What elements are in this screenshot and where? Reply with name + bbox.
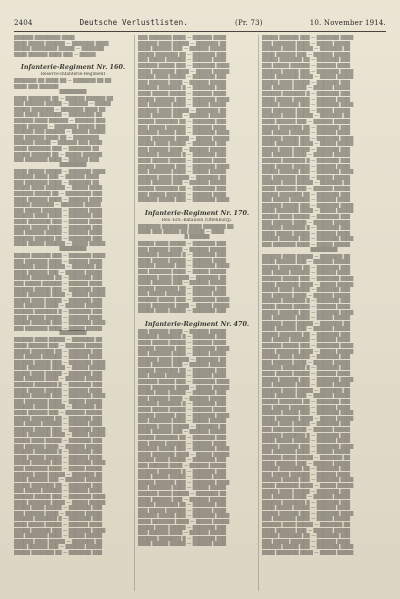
text-line: ▒▒▒ ▒▒▒▒▒ ▒▒▒▒▒▒ — ▒▒▒▒▒▒ ▒▒▒▒ <box>138 57 227 63</box>
text-line: ▒▒▒ ▒▒▒▒▒▒▒ ▒▒▒▒ — ▒▒▒▒▒▒ ▒▒▒▒ <box>138 35 227 40</box>
text-line: ▒▒▒▒ ▒▒▒▒▒▒ ▒▒▒ — ▒▒▒▒▒▒ ▒▒▒▒▒ <box>138 429 227 435</box>
text-line: ▒▒▒▒ ▒▒▒ ▒▒▒▒▒▒ <box>14 83 59 89</box>
text-line: ▒▒▒ ▒▒▒▒▒▒ ▒▒▒▒ — ▒▒▒▒▒▒ ▒▒▒▒▒ <box>262 219 351 225</box>
text-line: ▒▒▒ ▒▒▒▒▒▒ ▒▒▒▒ — ▒▒▒▒▒▒ ▒▒▒▒▒ <box>138 146 227 152</box>
text-line: ▒▒▒ ▒▒▒▒▒▒ ▒▒▒▒ — ▒▒▒▒▒▒ ▒▒▒▒▒ <box>14 443 103 449</box>
text-line: ▒▒▒ ▒▒▒▒▒▒▒ ▒▒▒▒ — ▒▒▒▒▒ ▒▒▒▒▒ <box>262 40 351 46</box>
text-line: ▒▒▒ ▒▒▒▒▒ ▒▒▒▒▒▒ — ▒▒▒▒▒▒ ▒▒▒▒ <box>262 404 351 410</box>
issue-date: 10. November 1914. <box>309 19 386 27</box>
text-line: ▒▒▒ ▒▒▒▒▒▒▒ ▒▒▒▒ — ▒▒▒▒▒ ▒▒▒▒▒ <box>14 533 103 539</box>
text-line: ▒▒▒▒ ▒▒▒▒▒▒ ▒▒▒ — ▒▒▒▒▒▒ ▒▒▒▒▒ <box>262 186 351 192</box>
section-subheading: Reserve-Infanterie-Regiment <box>40 72 106 78</box>
text-line: ▒▒▒▒ ▒▒▒▒▒ ▒▒▒▒▒▒ — ▒▒▒▒▒▒▒ ▒▒▒▒ <box>14 40 109 46</box>
text-line: ▒▒▒ ▒▒▒▒▒▒▒ ▒▒▒▒ — ▒▒▒▒▒▒ ▒▒▒▒ <box>14 258 103 264</box>
text-line: ▒▒▒▒▒▒ ▒▒▒▒ ▒▒▒▒▒ — ▒▒▒▒▒▒▒ ▒▒ <box>138 490 227 496</box>
text-line: ▒▒▒▒▒▒ ▒▒▒▒▒ ▒▒▒ — ▒▒▒▒▒▒▒ ▒▒▒▒ <box>262 202 354 208</box>
text-line: ▒▒▒▒▒▒ ▒▒▒▒▒ ▒▒▒ — ▒▒▒▒▒▒▒ ▒▒▒▒ <box>138 130 230 136</box>
text-line: ▒▒▒▒▒ ▒▒▒▒▒▒ ▒▒▒ — ▒▒▒▒▒▒▒ ▒▒▒▒ <box>262 443 354 449</box>
text-line: ▒▒▒▒▒ ▒▒▒▒▒▒ ▒▒▒ — ▒▒▒▒▒▒▒ ▒▒▒▒ <box>262 169 354 175</box>
section-heading: Infanterie-Regiment Nr. 160. <box>20 63 126 72</box>
company-heading: ▒ ▒▒▒▒▒▒ <box>184 235 210 240</box>
text-line: ▒▒▒▒ ▒▒▒▒▒▒▒ ▒▒▒▒ — ▒▒▒▒▒ ▒▒▒▒▒ <box>138 451 230 457</box>
text-line: ▒▒▒ ▒▒▒▒▒ ▒▒▒▒▒▒ — ▒▒▒▒▒▒ ▒▒▒▒ <box>262 337 351 343</box>
text-line: ▒▒▒▒▒▒ ▒▒▒▒▒▒▒ ▒ — ▒▒▒▒▒▒▒ ▒▒▒ <box>138 535 227 541</box>
text-line: ▒▒▒▒▒▒ ▒▒▒▒ ▒▒▒▒▒ — ▒▒▒▒▒▒▒ ▒▒ <box>138 40 227 46</box>
text-line: ▒▒▒▒▒▒ ▒▒▒▒▒ ▒▒▒ — ▒▒▒▒▒▒▒ ▒▒▒▒ <box>138 379 230 385</box>
company-heading: ▒▒▒▒▒▒▒▒ <box>59 89 87 95</box>
text-line: ▒▒▒▒▒ ▒▒▒▒ ▒▒▒▒▒ — ▒▒▒▒▒▒▒ ▒▒▒ <box>262 488 351 494</box>
text-line: ▒▒▒▒▒▒ ▒▒▒▒ ▒▒▒▒▒ — ▒▒▒▒▒▒▒ ▒▒ <box>262 522 351 528</box>
text-line: ▒▒▒ ▒▒▒▒▒ ▒▒▒▒▒▒ — ▒▒▒▒▒▒ ▒▒▒▒ <box>138 124 227 130</box>
text-line: ▒▒▒▒ ▒▒▒▒▒▒ ▒▒▒ — ▒▒▒▒▒▒ ▒▒▒▒▒ <box>138 180 227 186</box>
column-divider <box>134 35 135 591</box>
text-line: ▒▒▒▒ ▒▒▒▒▒▒▒ ▒▒▒▒ — ▒▒▒▒▒ ▒▒▒▒▒ <box>138 68 230 74</box>
text-line: ▒▒▒ ▒▒▒▒▒▒▒ ▒▒▒▒ — ▒▒▒▒▒ ▒▒▒▒▒ <box>262 382 351 388</box>
text-column-left <box>14 35 132 593</box>
text-line: ▒▒▒▒▒▒ ▒▒▒▒▒▒▒ ▒ — ▒▒▒▒▒▒▒ ▒▒▒ <box>262 365 351 371</box>
text-line: ▒▒▒▒▒ ▒▒▒▒▒▒ ▒▒▒ — ▒▒▒▒▒▒▒ ▒▒▒▒ <box>262 309 354 315</box>
text-line: ▒▒▒▒▒ ▒▒▒▒▒▒▒ ▒▒ — ▒▒▒▒▒▒▒ ▒▒▒ <box>14 549 103 555</box>
text-line: ▒▒▒▒▒ ▒▒▒▒▒▒▒ ▒▒ — ▒▒▒▒▒▒▒ ▒▒▒ <box>262 466 351 472</box>
text-line: ▒▒▒▒▒ ▒▒▒▒ ▒▒▒▒▒ — ▒▒▒▒▒▒▒ ▒▒▒ <box>138 141 227 147</box>
text-line: ▒▒▒▒▒▒ ▒▒▒ ▒▒▒▒▒▒ — ▒▒▒▒▒ ▒▒▒▒▒ <box>14 129 106 135</box>
text-line: ▒▒▒▒ ▒▒▒ ▒▒▒▒▒ ▒▒ ▒▒▒▒▒ — ▒▒▒▒ <box>138 229 225 235</box>
text-line: ▒▒▒▒ ▒▒▒▒▒▒▒ ▒▒ — ▒▒▒▒▒▒ ▒▒▒▒▒▒ ▒▒ <box>14 95 114 101</box>
text-line: ▒▒▒▒ ▒▒▒▒▒ ▒▒▒▒▒ — ▒▒▒▒▒▒ ▒▒▒▒ <box>138 339 227 345</box>
text-line: ▒▒▒▒▒▒ ▒▒▒▒▒ ▒▒▒ — ▒▒▒▒▒▒▒ ▒▒▒▒ <box>138 513 230 519</box>
text-line: ▒▒▒▒▒ ▒▒▒▒▒▒ ▒▒▒ — ▒▒▒▒▒▒▒ ▒▒▒▒ <box>138 479 230 485</box>
text-line: ▒▒▒▒ ▒▒▒▒▒▒▒ ▒▒▒▒ — ▒▒▒▒▒ ▒▒▒▒▒ <box>262 550 354 556</box>
text-line: ▒▒▒▒ ▒▒▒▒▒ ▒▒▒▒▒ — ▒▒▒▒▒▒ ▒▒▒▒ <box>262 505 351 511</box>
text-line: ▒▒▒▒▒ ▒▒▒▒▒▒▒ ▒▒ — ▒▒▒▒▒▒▒ ▒▒▒ <box>262 331 351 337</box>
text-line: ▒▒▒▒▒▒ ▒▒▒▒ ▒▒▒▒▒ — ▒▒▒▒▒▒▒ ▒▒ <box>14 337 103 343</box>
text-line: ▒▒▒ ▒▒▒▒▒▒ ▒▒▒▒ — ▒▒▒▒▒▒ ▒▒▒▒▒ <box>14 376 103 382</box>
text-line: ▒▒▒▒▒▒ ▒▒▒▒▒ ▒▒ — ▒▒▒▒▒▒▒▒ ▒▒▒ <box>14 191 103 197</box>
text-line: ▒▒▒ ▒▒▒▒▒▒ ▒▒▒▒ — ▒▒▒▒▒▒ ▒▒▒▒▒ <box>138 246 227 252</box>
text-line: ▒▒▒▒ ▒▒▒▒▒ ▒▒▒▒▒ — ▒▒▒▒▒▒ ▒▒▒▒ <box>138 541 227 547</box>
text-line: ▒▒▒▒ ▒▒▒▒▒▒ ▒▒▒ — ▒▒▒▒▒▒ ▒▒▒▒▒ <box>262 118 351 124</box>
text-line: ▒▒▒▒ ▒▒▒▒▒▒ ▒▒▒ — ▒▒▒▒▒▒ ▒▒▒▒▒ <box>14 544 103 550</box>
text-line: ▒▒▒▒ ▒▒▒▒▒▒ ▒▒▒ — ▒▒▒▒▒▒ ▒▒▒▒▒ <box>138 362 227 368</box>
text-line: ▒▒▒▒▒▒ ▒▒▒▒ ▒▒▒▒▒ — ▒▒▒▒▒▒▒ ▒▒ <box>138 107 227 113</box>
text-line: ▒▒▒▒▒ ▒▒▒▒▒▒▒ — ▒▒▒▒▒▒▒ ▒▒▒▒▒ <box>14 202 101 208</box>
text-line: ▒▒▒▒▒ ▒▒▒▒ ▒▒▒▒▒ — ▒▒▒▒▒▒▒ ▒▒▒ <box>262 79 351 85</box>
text-line: ▒▒▒▒ ▒▒▒▒▒ ▒▒▒▒▒ — ▒▒▒▒▒▒ ▒▒▒▒ <box>262 96 351 102</box>
text-line: ▒▒▒▒▒ ▒▒▒▒▒▒▒ ▒▒ — ▒▒▒▒▒▒▒ ▒▒▒ <box>138 367 227 373</box>
text-line: ▒▒▒▒ ▒▒▒▒▒ ▒▒▒▒▒ — ▒▒▒▒▒▒ ▒▒▒▒ <box>14 387 103 393</box>
text-line: ▒▒▒▒▒▒ ▒▒▒▒▒▒ ▒▒ — ▒▒▒▒▒▒▒ ▒▒▒ <box>14 235 103 241</box>
text-line: ▒▒▒▒▒▒ ▒▒▒▒▒ ▒▒▒ — ▒▒▒▒▒▒▒ ▒▒▒▒ <box>262 477 354 483</box>
text-line: ▒▒▒ ▒▒▒▒▒▒ ▒▒▒▒▒ — ▒▒▒▒▒▒ ▒▒▒▒ <box>14 230 103 236</box>
text-line: ▒▒▒▒▒ ▒▒▒▒▒▒▒ ▒▒ — ▒▒▒▒▒▒▒ ▒▒▒ <box>262 124 351 130</box>
text-line: ▒▒▒ ▒▒▒▒▒▒▒ ▒▒▒▒ — ▒▒▒▒▒ ▒▒▒▒▒ <box>262 107 351 113</box>
text-line: ▒▒▒▒▒ ▒▒▒▒▒▒▒ ▒▒ — ▒▒▒▒▒▒▒ ▒▒▒ <box>262 57 351 63</box>
company-heading: ▒▒▒▒▒▒▒▒ <box>310 247 338 253</box>
text-line: ▒▒▒▒▒ ▒▒▒▒▒▒▒ ▒▒ — ▒▒▒▒▒▒▒ ▒▒▒ <box>262 533 351 539</box>
text-line: ▒▒▒▒▒ ▒▒▒▒▒▒ ▒▒▒ — ▒▒▒▒▒▒▒ ▒▒▒▒ <box>262 236 354 242</box>
text-line: ▒▒▒ ▒▒▒▒▒▒▒ ▒▒▒▒ — ▒▒▒▒▒ ▒▒▒▒▒ <box>138 351 227 357</box>
text-line: ▒▒▒ ▒▒▒▒▒▒▒ ▒▒▒▒ — ▒▒▒▒▒ ▒▒▒▒▒ <box>138 418 227 424</box>
text-line: ▒▒▒▒▒ ▒▒▒▒ ▒▒▒▒▒ — ▒▒▒▒▒▒▒ ▒▒▒ <box>138 457 227 463</box>
section-subheading: Res.-Ers.-Bataillon (Offenburg). <box>161 217 233 223</box>
text-line: ▒▒▒ ▒▒▒▒▒ ▒▒▒▒▒▒ — ▒▒▒▒▒▒ ▒▒▒▒ <box>262 197 351 203</box>
text-line: ▒▒▒▒ ▒▒▒▒▒▒▒ ▒▒▒▒ — ▒▒▒▒▒ ▒▒▒▒▒ <box>262 348 354 354</box>
text-line: ▒▒▒▒▒▒ ▒▒▒▒ ▒▒▒▒▒ — ▒▒▒▒▒▒▒ ▒▒ <box>138 274 227 280</box>
text-line: ▒▒▒▒▒ ▒▒▒▒ ▒▒▒▒▒ — ▒▒▒▒▒▒▒ ▒▒▒ <box>14 297 103 303</box>
text-line: ▒▒▒▒▒▒ ▒▒▒▒ ▒▒▒▒▒ — ▒▒▒▒▒▒▒ ▒▒ <box>14 264 103 270</box>
text-line: ▒▒▒ ▒▒▒▒▒▒▒ ▒▒▒▒ — ▒▒▒▒▒ ▒▒▒▒▒ <box>14 398 103 404</box>
text-line: ▒▒▒▒▒ ▒▒▒▒▒▒ ▒▒▒ — ▒▒▒▒▒▒▒ ▒▒▒▒ <box>138 263 230 269</box>
text-line: ▒▒▒▒▒▒ ▒▒▒▒ ▒▒▒▒ — ▒▒▒▒▒▒▒ ▒▒▒ <box>14 213 103 219</box>
text-line: ▒▒▒ ▒▒▒▒▒▒▒ ▒▒▒▒ — ▒▒▒▒▒ ▒▒▒▒▒ <box>14 465 103 471</box>
text-line: ▒▒▒▒▒▒ ▒▒▒▒▒▒▒ ▒ — ▒▒▒▒▒▒▒ ▒▒▒ <box>14 308 103 314</box>
section-heading: Infanterie-Regiment Nr. 470. <box>144 319 250 328</box>
company-heading: ▒▒▒▒▒▒▒▒ <box>59 247 87 252</box>
text-line: ▒▒▒▒ ▒▒▒▒▒▒▒ ▒▒▒▒ — ▒▒▒▒▒ ▒▒▒▒▒ <box>14 365 106 371</box>
text-line: ▒▒▒ ▒▒▒▒▒▒▒ ▒▒▒▒ — ▒▒▒▒▒ ▒▒▒▒▒ <box>262 449 351 455</box>
text-line: ▒▒▒▒▒ ▒▒▒▒ ▒▒▒▒▒ — ▒▒▒▒▒▒▒ ▒▒▒ <box>262 214 351 219</box>
text-line: ▒▒▒▒▒ ▒▒▒▒▒▒ ▒▒▒ — ▒▒▒▒▒▒▒ ▒▒▒▒ <box>14 393 106 399</box>
text-line: ▒▒▒ ▒▒▒▒▒▒ ▒▒▒▒ — ▒▒▒▒▒▒ ▒▒▒▒▒ <box>138 79 227 85</box>
text-line: ▒▒▒ ▒▒▒▒▒ ▒▒▒▒▒▒ — ▒▒▒▒▒▒ ▒▒▒▒ <box>14 421 103 427</box>
text-line: ▒▒▒▒ ▒▒▒▒▒▒▒ ▒▒▒▒ — ▒▒▒▒▒ ▒▒▒▒▒ <box>262 208 354 214</box>
text-line: ▒▒▒ ▒▒▒▒▒ ▒▒▒▒▒▒ — ▒▒▒▒▒▒ ▒▒▒▒ <box>138 291 227 297</box>
text-line: ▒▒▒▒▒ ▒▒▒▒ ▒▒▒▒▒ — ▒▒▒▒▒▒▒ ▒▒▒ <box>262 421 351 427</box>
text-line: ▒▒▒ ▒▒▒▒▒ ▒▒▒▒▒▒ — ▒▒▒▒▒▒ ▒▒▒▒ <box>262 538 351 544</box>
text-line: ▒▒▒▒ ▒▒▒▒▒ ▒▒▒▒▒ — ▒▒▒▒▒▒ ▒▒▒▒ <box>138 407 227 413</box>
text-line: ▒▒▒ ▒▒▒▒▒▒▒ ▒▒▒▒ — ▒▒▒▒▒ ▒▒▒▒▒ <box>262 516 351 522</box>
text-line: ▒▒▒▒▒ ▒▒▒▒▒▒▒ ▒▒ — ▒▒▒▒▒▒▒ ▒▒▒ <box>262 191 351 197</box>
text-line: ▒▒▒ ▒▒▒▒▒▒ ▒▒▒▒ — ▒▒▒▒▒▒ ▒▒▒▒▒ <box>14 303 103 309</box>
text-line: ▒▒▒▒ ▒▒▒▒▒▒▒ ▒▒▒▒ — ▒▒▒▒▒ ▒▒▒▒▒ <box>262 482 354 488</box>
text-line: ▒▒▒▒ ▒▒▒▒▒▒▒ ▒▒▒▒ — ▒▒▒▒▒ ▒▒▒▒▒ <box>262 74 354 80</box>
text-line: ▒▒▒▒ ▒▒▒▒▒ ▒▒▒▒▒ — ▒▒▒▒▒▒ ▒▒▒▒ <box>138 474 227 480</box>
text-line: ▒▒▒▒▒ ▒▒▒▒▒▒▒ ▒▒ — ▒▒▒▒▒▒▒ ▒▒▒ <box>262 399 351 404</box>
text-line: ▒▒▒▒ ▒▒▒▒▒▒▒ ▒▒▒▒ — ▒▒▒▒▒ ▒▒▒▒▒ <box>138 135 230 141</box>
text-line: ▒▒▒▒▒▒ ▒▒▒▒▒▒▒▒ ▒▒▒▒ <box>14 35 75 40</box>
text-line: ▒▒▒ ▒▒▒▒▒ ▒▒▒▒▒▒ — ▒▒▒▒▒▒ ▒▒▒▒ <box>14 488 103 494</box>
text-line: ▒▒▒▒▒▒ ▒▒▒▒ ▒▒▒▒▒ — ▒▒▒▒▒▒▒ ▒▒ <box>14 538 103 544</box>
text-line: ▒▒▒▒▒▒ ▒▒▒▒▒ ▒▒▒ — ▒▒▒▒▒▒▒ ▒▒▒▒ <box>14 493 106 499</box>
text-line: ▒▒▒▒▒ ▒▒▒▒ ▒▒▒▒▒ — ▒▒▒▒▒▒▒ ▒▒▒ <box>262 354 351 360</box>
text-line: ▒▒▒▒ ▒▒▒▒▒ ▒▒▒▒▒ — ▒▒▒▒▒▒▒ ▒▒▒▒ <box>14 168 106 174</box>
text-line: ▒▒▒▒ ▒▒▒▒▒▒▒ ▒▒▒▒ — ▒▒▒▒▒ ▒▒▒▒▒ <box>138 518 230 524</box>
text-line: ▒▒▒▒▒▒ ▒▒▒▒▒ ▒▒▒ — ▒▒▒▒▒▒▒ ▒▒▒▒ <box>262 544 354 550</box>
text-line: ▒▒▒▒▒ ▒▒▒▒▒▒▒ ▒▒ — ▒▒▒▒▒▒▒ ▒▒▒ <box>14 482 103 488</box>
text-line: ▒▒▒ ▒▒▒▒▒ ▒▒▒▒▒▒ — ▒▒▒▒▒▒ ▒▒▒▒ <box>262 270 351 276</box>
page-number: 2404 <box>14 19 33 27</box>
text-line: ▒▒▒▒ ▒▒▒▒▒▒ ▒▒▒▒ ▒▒▒ — ▒▒▒▒▒ <box>14 51 96 57</box>
text-line: ▒▒▒▒ ▒▒▒▒▒▒ ▒▒▒ — ▒▒▒▒▒▒ ▒▒▒▒▒ <box>262 259 351 265</box>
text-line: ▒▒▒▒▒ ▒▒▒▒ ▒▒▒▒▒▒ — ▒▒▒▒▒ ▒▒▒▒ <box>14 185 103 191</box>
text-line: ▒▒▒ ▒▒▒▒▒▒ ▒▒▒▒ — ▒▒▒▒▒▒ ▒▒▒▒▒ <box>262 85 351 91</box>
text-line: ▒▒▒▒▒▒ ▒▒▒▒▒ ▒▒▒ — ▒▒▒▒▒▒▒ ▒▒▒▒ <box>262 343 354 349</box>
text-line: ▒▒▒▒ ▒▒▒▒▒▒ ▒▒▒ — ▒▒▒▒▒▒ ▒▒▒▒▒ <box>138 113 227 119</box>
text-line: ▒▒▒ ▒▒▒▒▒▒ ▒▒▒▒ — ▒▒▒▒▒▒ ▒▒▒▒▒ <box>14 510 103 516</box>
page-header <box>14 18 386 30</box>
text-line: ▒▒▒▒ ▒▒▒▒▒▒ ▒▒▒ — ▒▒▒▒▒▒ ▒▒▒▒▒ <box>262 393 351 399</box>
publication-title: Deutsche Verlustlisten. <box>79 18 189 27</box>
text-line: ▒▒▒▒▒ ▒▒▒▒▒▒▒ ▒▒ — ▒▒▒▒▒▒▒ ▒▒▒ <box>138 285 227 291</box>
text-line: ▒▒▒▒▒▒ ▒▒▒▒▒ ▒▒▒ — ▒▒▒▒▒▒▒ ▒▒▒▒ <box>262 410 354 416</box>
text-line: ▒▒▒▒▒ ▒▒▒▒▒▒ ▒▒▒ — ▒▒▒▒▒▒▒ ▒▒▒▒ <box>138 163 230 169</box>
text-line: ▒▒▒▒ ▒▒▒▒▒ ▒▒▒▒▒ — ▒▒▒▒▒▒ ▒▒▒▒ <box>14 454 103 460</box>
text-line: ▒▒▒▒ ▒▒▒▒▒ ▒▒▒▒▒ — ▒▒▒▒▒▒ ▒▒▒▒ <box>262 163 351 169</box>
text-line: ▒▒▒▒ ▒▒▒▒▒▒ ▒▒▒ — ▒▒▒▒▒▒ ▒▒▒▒▒ <box>14 410 103 416</box>
text-column-middle <box>138 35 256 593</box>
text-line: ▒▒▒▒▒ ▒▒▒▒ ▒▒▒▒▒ — ▒▒▒▒▒▒▒ ▒▒▒ <box>262 287 351 293</box>
text-line: ▒▒▒▒▒ ▒▒▒▒ ▒▒▒▒▒ — ▒▒▒▒▒▒▒ ▒▒▒ <box>138 524 227 530</box>
text-line: ▒▒▒ ▒▒▒▒▒ ▒▒▒▒▒▒ — ▒▒▒▒▒▒ ▒▒▒▒ <box>14 207 103 213</box>
text-line: ▒▒▒▒▒▒ ▒▒▒▒▒ ▒▒▒ — ▒▒▒▒▒▒▒ ▒▒▒▒ <box>138 446 230 452</box>
text-line: ▒▒▒▒ ▒▒▒▒▒ ▒▒▒▒▒ — ▒▒▒▒▒▒ ▒▒▒▒ <box>262 230 351 236</box>
text-line: ▒▒▒▒▒▒ ▒▒▒▒ ▒▒▒▒▒ — ▒▒▒▒▒▒▒ ▒▒ <box>262 180 351 186</box>
text-line: ▒▒▒ ▒▒▒▒▒▒▒ ▒▒▒▒ — ▒▒▒▒▒ ▒▒▒▒▒ <box>262 315 351 321</box>
text-line: ▒▒▒▒▒ ▒▒▒▒▒▒▒ ▒▒ — ▒▒▒▒▒▒▒ ▒▒▒ <box>138 186 227 192</box>
text-line: ▒▒▒▒ ▒▒▒▒▒▒▒ ▒▒▒▒ — ▒▒▒▒▒ ▒▒▒▒▒ <box>14 292 106 298</box>
text-line: ▒▒▒▒▒▒ ▒▒▒▒▒ ▒▒▒ — ▒▒▒▒▒▒▒ ▒▒▒▒ <box>138 62 230 68</box>
text-line: ▒▒▒▒▒ ▒▒▒▒ ▒▒▒▒▒ — ▒▒▒▒▒▒▒ ▒▒▒ <box>138 308 227 314</box>
text-line: ▒▒▒ ▒▒▒▒▒▒▒ ▒▒▒▒ — ▒▒▒▒▒▒▒ ▒▒ <box>14 179 99 185</box>
text-line: ▒▒▒▒▒▒ ▒▒▒▒▒ ▒▒▒ — ▒▒▒▒▒▒▒ ▒▒▒▒ <box>262 68 354 74</box>
text-line: ▒▒▒▒▒ ▒▒▒▒▒▒▒ ▒▒ — ▒▒▒▒▒▒▒ ▒▒▒ <box>14 275 103 281</box>
text-line: ▒▒▒▒▒▒ ▒▒▒▒▒▒▒ ▒ — ▒▒▒▒▒▒▒ ▒▒▒ <box>14 449 103 455</box>
text-line: ▒▒▒▒ ▒▒▒▒▒▒▒ ▒▒▒▒ — ▒▒▒▒▒ ▒▒▒▒▒ <box>262 281 354 287</box>
text-line: ▒▒▒▒ ▒▒▒▒▒▒ ▒▒▒ — ▒▒▒▒▒▒ ▒▒▒▒▒ <box>262 51 351 57</box>
text-line: ▒▒▒ ▒▒▒▒▒▒▒ ▒▒▒▒ — ▒▒▒▒▒ ▒▒▒▒▒ <box>138 268 227 274</box>
company-heading: ▒▒▒▒▒▒▒▒ <box>59 162 87 168</box>
text-line: ▒▒▒▒ ▒▒▒▒▒▒▒ ▒▒▒▒ — ▒▒▒▒▒ ▒▒▒▒▒ <box>262 415 354 421</box>
text-line: ▒▒▒▒ ▒▒▒▒▒ ▒▒▒▒▒ — ▒▒▒▒▒▒ ▒▒▒▒ <box>138 158 227 164</box>
text-line: ▒▒▒▒ ▒▒▒▒▒▒ ▒▒▒ — ▒▒▒▒▒▒ ▒▒▒▒▒ <box>138 496 227 502</box>
text-line: ▒▒▒▒▒ ▒▒▒▒▒▒ ▒▒▒ — ▒▒▒▒▒▒▒ ▒▒▒▒ <box>262 102 354 108</box>
text-line: ▒▒▒▒ ▒▒▒▒▒▒ ▒▒▒ — ▒▒▒▒▒▒ ▒▒▒▒▒ <box>138 280 227 286</box>
text-line: ▒▒▒▒ ▒▒▒▒▒▒▒ ▒▒▒ — ▒▒▒▒▒▒ ▒▒▒▒ <box>14 219 103 225</box>
text-line: ▒▒▒▒▒▒ ▒▒▒▒▒ ▒▒▒ — ▒▒▒▒▒▒▒ ▒▒▒▒ <box>14 286 106 292</box>
text-line: ▒▒▒ ▒▒▒▒▒▒ ▒▒▒▒ — ▒▒▒▒▒▒ ▒▒▒▒▒ <box>138 395 227 401</box>
text-line: ▒▒▒ ▒▒▒▒▒▒▒ ▒▒▒▒ — ▒▒▒▒▒ ▒▒▒▒▒ <box>262 241 351 247</box>
text-line: ▒▒▒▒▒▒ ▒▒▒▒ ▒▒▒▒▒ — ▒▒▒▒▒▒▒ ▒▒ <box>262 46 351 52</box>
text-line: ▒▒▒ ▒▒▒▒▒ ▒▒▒▒▒▒ — ▒▒▒▒▒▒ ▒▒▒▒ <box>14 280 103 286</box>
text-line: ▒▒▒ ▒▒▒▒▒▒▒ ▒▒▒▒ — ▒▒▒▒▒ ▒▒▒▒▒ <box>138 169 227 175</box>
text-line: ▒▒▒▒▒ ▒▒▒▒▒▒▒ ▒▒ — ▒▒▒▒▒▒▒ ▒▒▒ <box>14 348 103 354</box>
text-line: ▒▒▒▒▒▒ ▒▒▒▒ ▒▒▒▒▒▒ — ▒▒▒▒▒▒ ▒▒▒ <box>14 117 106 123</box>
text-line: ▒▒▒ ▒▒▒▒▒▒▒ ▒▒▒▒ — ▒▒▒▒▒ ▒▒▒▒▒ <box>138 485 227 491</box>
text-line: ▒▒▒▒▒▒ ▒▒▒▒▒▒▒ ▒ — ▒▒▒▒▒▒▒ ▒▒▒ <box>262 225 351 231</box>
text-line: ▒▒▒▒▒ ▒▒▒▒▒▒ ▒▒▒ — ▒▒▒▒▒▒▒ ▒▒▒▒ <box>138 412 230 418</box>
text-line: ▒▒▒▒▒ ▒▒▒▒▒▒ ▒▒▒ — ▒▒▒▒▒▒▒ ▒▒▒▒ <box>262 510 354 516</box>
text-line: ▒▒▒▒ ▒▒▒▒▒ ▒▒▒▒▒ — ▒▒▒▒▒▒ ▒▒▒▒ <box>138 90 227 96</box>
text-line: ▒▒▒ ▒▒▒▒▒▒▒ ▒▒▒▒ — ▒▒▒▒▒▒ ▒▒▒ <box>14 157 99 163</box>
text-line: ▒▒▒▒▒▒ ▒▒▒▒▒▒▒ ▒ — ▒▒▒▒▒▒▒ ▒▒▒ <box>138 152 227 158</box>
text-line: ▒▒▒▒ ▒▒▒▒▒ ▒▒▒▒▒ — ▒▒▒▒▒▒ ▒▒▒▒ <box>138 257 227 263</box>
text-line: ▒▒▒▒▒▒ ▒▒▒▒▒ ▒▒▒ — ▒▒▒▒▒▒▒ ▒▒▒▒ <box>262 135 354 141</box>
column-divider <box>258 35 259 591</box>
text-line: ▒▒▒▒ ▒▒▒▒▒ ▒▒▒▒▒ — ▒▒▒▒▒▒ ▒▒▒▒ <box>14 314 103 320</box>
text-line: ▒▒▒▒▒ ▒▒▒▒ ▒▒▒▒▒ — ▒▒▒▒▒▒▒ ▒▒▒ <box>138 390 227 396</box>
text-line: ▒▒▒▒▒▒ ▒▒▒▒▒ ▒▒▒ — ▒▒▒▒▒▒▒ ▒▒▒▒ <box>262 275 354 281</box>
text-line: ▒▒▒ ▒▒▒▒▒ ▒▒▒▒▒▒ — ▒▒▒▒▒▒ ▒▒▒▒ <box>138 191 227 197</box>
text-line: ▒▒▒▒▒▒ ▒▒▒▒ ▒▒▒ — ▒▒▒▒▒▒ ▒▒▒▒ <box>14 174 99 180</box>
text-line: ▒▒▒▒▒▒▒ ▒▒ ▒▒▒▒ ▒▒ — ▒▒▒▒▒▒▒ ▒▒ ▒▒ <box>14 78 112 84</box>
issue-number: (Pr. 73) <box>235 19 263 27</box>
text-line: ▒▒▒▒▒ ▒▒▒▒▒▒▒ ▒▒ — ▒▒▒▒▒▒▒ ▒▒▒ <box>138 435 227 440</box>
text-line: ▒▒▒▒▒ ▒▒▒▒ ▒▒▒▒▒ — ▒▒▒▒▒▒▒ ▒▒▒ <box>14 438 103 443</box>
text-line: ▒▒▒ ▒▒▒▒▒ ▒▒▒▒▒▒ — ▒▒▒▒▒▒ ▒▒▒▒ <box>14 354 103 360</box>
text-line: ▒▒▒▒▒ ▒▒▒▒▒▒▒ ▒▒ — ▒▒▒▒▒▒▒ ▒▒▒ <box>138 118 227 124</box>
text-line: ▒▒▒▒▒▒ ▒▒▒▒▒ ▒▒▒ — ▒▒▒▒▒▒▒ ▒▒▒▒ <box>138 296 230 302</box>
text-line: ▒▒▒▒▒ ▒▒▒▒▒▒ ▒▒▒ — ▒▒▒▒▒▒▒ ▒▒▒▒ <box>14 320 106 326</box>
text-line: ▒▒▒ ▒▒▒▒▒▒▒ ▒▒▒▒ — ▒▒▒▒▒ ▒▒▒▒▒ <box>138 102 227 108</box>
text-line: ▒▒▒▒ ▒▒▒▒▒▒ ▒▒▒ — ▒▒▒▒▒▒ ▒▒▒▒▒ <box>14 342 103 348</box>
text-line: ▒▒▒▒▒▒ ▒▒▒▒ ▒▒▒▒▒ — ▒▒▒▒▒▒▒ ▒▒ <box>262 320 351 326</box>
text-line: ▒▒▒▒ ▒▒▒▒▒▒ ▒▒▒ — ▒▒▒▒▒▒ ▒▒▒▒▒ <box>14 477 103 483</box>
text-line: ▒▒▒▒▒ ▒▒▒▒▒▒ ▒▒▒ — ▒▒▒▒▒▒▒ ▒▒▒▒ <box>14 253 106 258</box>
section-heading: Infanterie-Regiment Nr. 170. <box>144 208 250 217</box>
text-line: ▒▒▒▒▒ ▒▒▒▒ ▒▒▒▒▒ — ▒▒▒▒▒▒▒ ▒▒▒ <box>14 505 103 511</box>
text-line: ▒▒▒▒▒▒ ▒▒▒▒▒▒▒ ▒ — ▒▒▒▒▒▒▒ ▒▒▒ <box>262 90 351 96</box>
text-line: ▒▒▒▒ ▒▒▒▒▒▒▒ ▒▒▒ — ▒▒▒▒▒▒▒ ▒▒ <box>14 145 99 151</box>
text-line: ▒▒▒ ▒▒▒▒▒ ▒▒▒▒▒▒ — ▒▒▒▒▒▒ ▒▒▒▒ <box>138 507 227 513</box>
text-line: ▒▒▒▒ ▒▒▒▒▒▒▒ ▒▒▒▒ — ▒▒▒▒▒ ▒▒▒▒▒ <box>14 432 106 438</box>
text-line: ▒▒▒▒▒▒ ▒▒▒▒▒ ▒▒▒ — ▒▒▒▒▒▒▒ ▒▒▒▒ <box>14 426 106 432</box>
text-line: ▒▒▒▒ ▒▒▒▒▒▒▒ ▒▒▒▒ — ▒▒▒▒▒ ▒▒▒▒▒ <box>138 302 230 308</box>
text-line: ▒▒▒▒▒▒ ▒▒▒▒▒ ▒▒▒ — ▒▒▒▒▒▒▒ ▒▒▒▒ <box>138 197 230 203</box>
text-line: ▒▒▒▒▒▒▒ ▒▒▒▒▒▒▒▒ ▒▒▒▒ ▒▒▒▒▒▒▒ ▒▒ <box>138 223 234 229</box>
text-line: ▒▒▒▒▒▒ ▒▒▒▒▒▒▒ ▒ — ▒▒▒▒▒▒▒ ▒▒▒ <box>138 334 227 340</box>
text-line: ▒▒▒▒▒▒ ▒▒▒▒▒▒▒ ▒ — ▒▒▒▒▒▒▒ ▒▒▒ <box>262 432 351 438</box>
text-line: ▒▒▒▒▒▒ ▒▒▒▒▒▒▒ ▒ — ▒▒▒▒▒▒▒ ▒▒▒ <box>138 468 227 474</box>
text-line: ▒▒▒▒▒▒ ▒▒▒▒ ▒▒▒▒▒ — ▒▒▒▒▒▒▒ ▒▒ <box>14 404 103 410</box>
text-line: ▒▒▒▒▒ ▒▒▒▒▒▒▒ — ▒▒▒▒▒▒▒ ▒▒▒▒ ▒▒ <box>14 106 106 112</box>
text-line: ▒▒▒▒▒▒ ▒▒▒▒▒ ▒▒▒ — ▒▒▒▒▒▒▒ ▒▒▒▒ <box>14 359 106 365</box>
text-line: ▒▒▒▒▒▒ ▒▒▒▒ ▒▒▒▒▒ — ▒▒▒▒▒▒▒ ▒▒ <box>262 454 351 460</box>
text-line: ▒▒▒▒▒▒ ▒▒▒▒▒▒▒ ▒ — ▒▒▒▒▒▒▒ ▒▒▒ <box>138 401 227 407</box>
text-line: ▒▒▒▒ ▒▒▒▒▒▒ ▒▒▒ — ▒▒▒▒▒▒ ▒▒▒▒▒ <box>14 269 103 275</box>
text-line: ▒▒▒▒▒ ▒▒▒▒▒▒ ▒▒▒ — ▒▒▒▒▒▒▒ ▒▒▒▒ <box>14 460 106 466</box>
text-line: ▒▒▒ ▒▒▒▒ ▒▒▒▒▒▒▒ — ▒▒▒▒▒▒▒▒ ▒▒ <box>14 112 103 118</box>
text-line: ▒▒▒▒▒ ▒▒▒▒▒▒▒ ▒▒ — ▒▒▒▒▒▒▒ ▒▒▒ <box>138 51 227 57</box>
text-line: ▒▒▒▒▒▒ ▒▒▒▒ ▒▒▒▒▒ — ▒▒▒▒▒▒▒ ▒▒ <box>262 387 351 393</box>
text-line: ▒▒▒▒ ▒▒▒▒▒▒▒ ▒▒▒▒ — ▒▒▒▒▒ ▒▒▒▒▒ <box>262 141 354 147</box>
text-line: ▒▒▒▒▒ ▒▒▒▒▒▒ ▒▒▒ — ▒▒▒▒▒▒▒ ▒▒▒▒ <box>138 345 230 351</box>
company-heading: ▒▒▒▒▒▒▒▒ <box>59 331 87 337</box>
text-line: ▒▒▒▒▒▒ ▒▒▒▒▒▒▒ ▒ — ▒▒▒▒▒▒▒ ▒▒▒ <box>14 516 103 522</box>
text-line: ▒▒▒▒▒▒ ▒▒▒▒ ▒▒▒▒▒ — ▒▒▒▒▒▒▒ ▒▒ <box>138 174 227 180</box>
text-line: ▒▒▒▒▒ ▒▒▒▒ ▒▒▒▒▒ — ▒▒▒▒▒▒▒ ▒▒▒ <box>14 370 103 376</box>
text-line: ▒▒▒▒▒ ▒▒▒▒▒ ▒▒▒▒ — ▒▒▒▒▒▒▒ ▒▒▒ <box>14 224 103 230</box>
text-line: ▒▒▒▒ ▒▒▒▒▒ ▒▒▒▒▒ — ▒▒▒▒▒▒ ▒▒▒▒ <box>262 371 351 377</box>
text-line: ▒▒▒ ▒▒▒▒▒▒ ▒▒▒▒ — ▒▒▒▒▒▒ ▒▒▒▒▒ <box>138 462 227 468</box>
text-line: ▒▒▒▒▒ ▒▒▒▒▒▒ ▒▒▒ — ▒▒▒▒▒▒▒ ▒▒▒▒ <box>138 96 230 102</box>
text-line: ▒▒▒ ▒▒▒▒▒▒ ▒▒▒▒ — ▒▒▒▒▒▒ ▒▒▒▒▒ <box>262 426 351 432</box>
text-line: ▒▒▒ ▒▒▒▒▒▒▒ ▒▒▒▒ — ▒▒▒▒▒ ▒▒▒▒▒ <box>14 325 103 331</box>
text-line: ▒▒▒▒▒ ▒▒▒▒▒▒▒ ▒▒ — ▒▒▒▒▒▒▒ ▒▒▒ <box>138 502 227 508</box>
text-line: ▒▒▒ ▒▒▒▒▒▒ ▒▒▒▒ — ▒▒▒▒▒▒ ▒▒▒▒▒ <box>262 494 351 500</box>
text-line: ▒▒▒ ▒▒▒▒▒▒ ▒▒▒▒ — ▒▒▒▒▒▒ ▒▒▒▒▒ <box>138 328 227 334</box>
text-line: ▒▒▒▒▒▒ ▒▒▒▒ ▒▒▒▒▒ — ▒▒▒▒▒▒▒ ▒▒ <box>262 113 351 119</box>
text-line: ▒▒▒▒▒ ▒▒▒▒ ▒▒▒▒▒ — ▒▒▒▒▒▒▒ ▒▒▒ <box>138 241 227 246</box>
text-line: ▒▒▒▒▒▒ ▒▒▒▒▒▒▒ ▒ — ▒▒▒▒▒▒▒ ▒▒▒ <box>138 252 227 258</box>
text-line: ▒▒▒▒ ▒▒▒▒▒▒ ▒▒▒ — ▒▒▒▒▒▒ ▒▒▒▒▒ <box>262 326 351 332</box>
text-line: ▒▒▒▒▒ ▒▒▒▒▒▒▒ ▒▒ — ▒▒▒▒▒▒▒ ▒▒▒ <box>262 264 351 270</box>
text-line: ▒▒▒▒ ▒▒▒▒▒▒▒ ▒▒▒▒ — ▒▒▒▒▒ ▒▒▒▒▒ <box>14 499 106 505</box>
text-line: ▒▒▒▒▒▒ ▒▒▒▒▒▒▒ ▒ — ▒▒▒▒▒▒▒ ▒▒▒ <box>138 85 227 91</box>
text-line: ▒▒▒ ▒▒▒▒▒ ▒▒▒▒▒▒ — ▒▒▒▒▒▒ ▒▒▒▒ <box>138 440 227 446</box>
text-line: ▒▒▒▒▒▒ ▒▒▒▒ ▒▒▒▒▒ — ▒▒▒▒▒▒▒ ▒▒ <box>138 356 227 362</box>
text-line: ▒▒▒▒▒ ▒▒▒▒▒▒▒ ▒▒ — ▒▒▒▒▒▒▒ ▒▒▒ <box>14 415 103 421</box>
text-line: ▒▒▒▒ ▒▒▒▒▒ ▒▒▒▒▒ — ▒▒▒▒▒▒ ▒▒▒▒ <box>262 438 351 444</box>
header-rule <box>14 31 386 32</box>
text-line: ▒▒▒ ▒▒▒▒▒ ▒▒▒▒▒▒ — ▒▒▒▒▒▒ ▒▒▒▒ <box>262 130 351 136</box>
text-line: ▒▒▒▒▒▒ ▒▒▒▒ ▒▒▒▒▒ — ▒▒▒▒▒▒▒ ▒▒ <box>14 471 103 477</box>
text-line: ▒▒▒▒ ▒▒▒▒▒ ▒▒▒▒▒▒ — ▒▒▒▒▒ ▒▒▒▒▒ <box>14 241 106 247</box>
text-line: ▒▒▒▒▒ ▒▒▒▒ ▒▒▒▒▒ — ▒▒▒▒▒▒▒ ▒▒▒ <box>262 146 351 152</box>
text-line: ▒▒▒▒ ▒▒▒▒▒▒ ▒▒▒▒ — ▒▒▒▒▒▒ ▒▒▒▒ <box>14 196 103 202</box>
text-line: ▒▒▒▒ ▒▒▒▒▒ ▒▒▒▒▒ — ▒▒▒▒▒▒ ▒▒▒▒ <box>14 521 103 527</box>
text-line: ▒▒▒ ▒▒▒▒▒▒ ▒▒▒▒ — ▒▒▒▒▒▒ ▒▒▒▒▒ <box>262 359 351 365</box>
text-line: ▒▒▒▒ ▒▒▒▒▒▒ ▒▒▒ — ▒▒▒▒▒▒ ▒▒▒▒▒ <box>138 46 227 52</box>
text-line: ▒▒▒▒▒ ▒▒▒▒▒▒ ▒▒▒ — ▒▒▒▒▒▒▒ ▒▒▒▒ <box>262 376 354 382</box>
text-line: ▒▒▒▒▒ ▒▒▒▒▒▒ ▒▒▒ — ▒▒▒▒▒▒▒ ▒▒▒▒ <box>262 35 354 40</box>
text-line: ▒▒▒▒▒ ▒▒▒▒▒▒ ▒▒ — ▒▒▒▒▒ ▒▒▒▒▒▒ <box>14 151 103 157</box>
text-line: ▒▒▒▒ ▒▒▒▒▒▒ ▒▒▒ — ▒▒▒▒▒▒ ▒▒▒▒▒ <box>262 527 351 533</box>
text-line: ▒▒▒▒ ▒▒▒▒▒▒ ▒▒▒ — ▒▒▒▒▒▒ ▒▒▒▒▒ <box>262 460 351 466</box>
text-line: ▒▒▒ ▒▒▒▒▒▒ ▒▒▒▒ ▒▒ — ▒▒▒▒▒▒▒▒ <box>14 134 99 140</box>
text-line: ▒▒▒ ▒▒▒▒▒ ▒▒▒▒▒▒ — ▒▒▒▒▒▒ ▒▒▒▒ <box>262 62 351 68</box>
text-line: ▒▒▒▒▒▒ ▒▒▒▒ ▒▒▒▒▒ — ▒▒▒▒▒▒▒ ▒▒ <box>138 423 227 429</box>
text-line: ▒▒▒▒▒▒ ▒▒▒▒▒ — ▒▒▒▒▒▒ ▒▒▒ ▒▒▒▒ <box>14 140 103 146</box>
text-line: ▒▒▒ ▒▒▒▒▒▒ ▒▒▒▒ — ▒▒▒▒▒▒ ▒▒▒▒▒ <box>262 292 351 298</box>
text-line: ▒▒▒ ▒▒▒▒▒▒ ▒▒▒▒ — ▒▒▒▒▒▒ ▒▒▒▒▒ <box>138 530 227 536</box>
text-line: ▒▒▒▒▒▒ ▒▒▒▒▒▒▒ ▒ — ▒▒▒▒▒▒▒ ▒▒▒ <box>262 158 351 164</box>
text-line: ▒▒▒▒▒▒ ▒▒▒▒▒▒▒ ▒ — ▒▒▒▒▒▒▒ ▒▒▒ <box>262 298 351 304</box>
text-line: ▒▒▒▒▒▒ ▒▒▒▒ ▒▒▒▒▒ — ▒▒▒▒▒▒▒ ▒▒ <box>262 253 351 259</box>
text-line: ▒▒▒ ▒▒▒▒▒ ▒▒▒▒▒▒ — ▒▒▒▒▒▒ ▒▒▒▒ <box>138 373 227 379</box>
text-line: ▒▒▒▒ ▒▒▒▒▒▒▒ ▒▒▒▒ — ▒▒▒▒▒ ▒▒▒▒▒ <box>138 384 230 390</box>
text-line: ▒▒▒ ▒▒▒▒▒▒ ▒▒▒▒▒ — ▒▒▒▒▒▒ — ▒▒▒▒▒ <box>14 101 111 107</box>
text-line: ▒▒▒▒▒ ▒▒▒▒▒▒▒▒ ▒▒▒▒▒ — ▒▒▒▒▒▒▒ <box>14 46 105 52</box>
text-line: ▒▒▒▒▒▒ ▒▒▒▒▒▒▒ ▒ — ▒▒▒▒▒▒▒ ▒▒▒ <box>14 382 103 388</box>
text-line: ▒▒▒▒▒▒ ▒▒▒▒▒▒▒ ▒ — ▒▒▒▒▒▒▒ ▒▒▒ <box>262 499 351 505</box>
text-line: ▒▒▒▒▒ ▒▒▒▒▒▒ ▒▒▒ — ▒▒▒▒▒▒▒ ▒▒▒▒ <box>14 527 106 533</box>
text-line: ▒▒▒ ▒▒▒▒▒▒▒ ▒▒▒▒ — ▒▒▒▒▒ ▒▒▒▒▒ <box>262 174 351 180</box>
text-line: ▒▒▒ ▒▒▒▒▒▒ ▒▒▒▒ — ▒▒▒▒▒▒ ▒▒▒▒▒ <box>262 152 351 158</box>
text-column-right <box>262 35 386 593</box>
text-line: ▒▒▒▒▒ ▒▒▒▒ ▒▒▒▒▒ — ▒▒▒▒▒▒▒ ▒▒▒ <box>138 74 227 80</box>
text-line: ▒▒▒ ▒▒▒▒▒ ▒▒▒▒▒▒ — ▒▒▒▒▒▒ ▒▒▒▒ <box>262 471 351 477</box>
text-line: ▒▒▒▒ ▒▒▒▒▒▒ — ▒▒▒▒▒▒▒ ▒▒▒▒▒ ▒▒▒ <box>14 123 106 129</box>
text-line: ▒▒▒▒ ▒▒▒▒▒ ▒▒▒▒▒ — ▒▒▒▒▒▒ ▒▒▒▒ <box>262 303 351 309</box>
